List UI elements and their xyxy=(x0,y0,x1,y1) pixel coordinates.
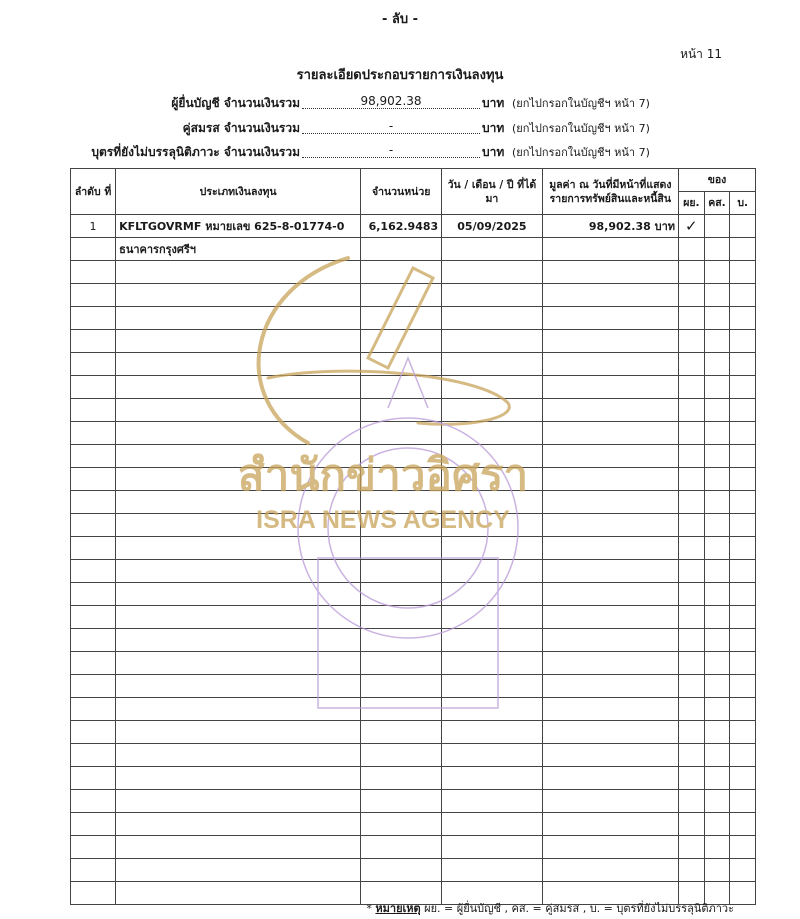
empty-cell xyxy=(71,698,116,721)
watermark-thai: สำนักข่าวอิศรา xyxy=(237,451,529,500)
empty-cell xyxy=(442,744,542,767)
summary-note: (ยกไปกรอกในบัญชีฯ หน้า 7) xyxy=(512,97,650,110)
summary-declarant xyxy=(0,94,800,114)
table-row xyxy=(71,859,756,882)
empty-cell xyxy=(361,261,442,284)
empty-cell xyxy=(679,330,705,353)
empty-cell xyxy=(542,514,678,537)
empty-cell xyxy=(361,813,442,836)
empty-cell xyxy=(361,514,442,537)
empty-cell xyxy=(704,629,730,652)
table-row xyxy=(71,698,756,721)
table-row xyxy=(71,445,756,468)
cell-child xyxy=(730,238,756,261)
empty-cell xyxy=(361,422,442,445)
empty-cell xyxy=(542,468,678,491)
empty-cell xyxy=(116,560,361,583)
empty-cell xyxy=(542,399,678,422)
empty-cell xyxy=(679,813,705,836)
empty-cell xyxy=(442,721,542,744)
empty-cell xyxy=(361,744,442,767)
empty-cell xyxy=(442,514,542,537)
table-row xyxy=(71,813,756,836)
empty-cell xyxy=(679,353,705,376)
empty-cell xyxy=(704,721,730,744)
empty-cell xyxy=(704,422,730,445)
table-row xyxy=(71,215,756,238)
empty-cell xyxy=(730,307,756,330)
empty-cell xyxy=(116,422,361,445)
cell-type: ธนาคารกรุงศรีฯ xyxy=(116,238,361,261)
empty-cell xyxy=(730,675,756,698)
cell-units xyxy=(361,238,442,261)
empty-cell xyxy=(442,261,542,284)
empty-cell xyxy=(116,652,361,675)
page-number: หน้า 11 xyxy=(680,47,722,61)
empty-cell xyxy=(542,813,678,836)
empty-cell xyxy=(704,491,730,514)
summary-unit: บาท xyxy=(482,145,505,159)
empty-cell xyxy=(704,514,730,537)
empty-cell xyxy=(679,445,705,468)
empty-cell xyxy=(704,468,730,491)
empty-cell xyxy=(71,882,116,905)
empty-cell xyxy=(116,468,361,491)
empty-cell xyxy=(679,698,705,721)
empty-cell xyxy=(116,790,361,813)
empty-cell xyxy=(442,399,542,422)
empty-cell xyxy=(361,698,442,721)
empty-cell xyxy=(704,744,730,767)
empty-cell xyxy=(704,330,730,353)
empty-cell xyxy=(704,399,730,422)
footnote: * หมายเหตุ ผย. = ผู้ยื่นบัญชี , คส. = คู่สมรส , บ. = บุตรที่ยังไม่บรรลุนิติภาวะ xyxy=(366,902,734,915)
header-owner-self: ผย. xyxy=(679,192,705,215)
empty-cell xyxy=(71,353,116,376)
empty-cell xyxy=(679,629,705,652)
summary-value: - xyxy=(302,143,480,158)
empty-cell xyxy=(730,353,756,376)
empty-cell xyxy=(442,330,542,353)
cell-units: 6,162.9483 xyxy=(361,215,442,238)
empty-cell xyxy=(730,468,756,491)
empty-cell xyxy=(730,859,756,882)
empty-cell xyxy=(704,376,730,399)
empty-cell xyxy=(361,284,442,307)
empty-cell xyxy=(542,261,678,284)
empty-cell xyxy=(71,307,116,330)
table-row xyxy=(71,629,756,652)
empty-cell xyxy=(71,514,116,537)
empty-cell xyxy=(679,560,705,583)
checkmark-icon: ✓ xyxy=(679,215,705,238)
empty-cell xyxy=(679,514,705,537)
empty-cell xyxy=(679,261,705,284)
empty-cell xyxy=(361,606,442,629)
watermark-english: ISRA NEWS AGENCY xyxy=(256,506,510,534)
empty-cell xyxy=(361,629,442,652)
empty-cell xyxy=(71,790,116,813)
summary-note: (ยกไปกรอกในบัญชีฯ หน้า 7) xyxy=(512,146,650,159)
footnote-label: หมายเหตุ xyxy=(375,902,421,915)
page-title: รายละเอียดประกอบรายการเงินลงทุน xyxy=(296,68,504,83)
empty-cell xyxy=(704,767,730,790)
empty-cell xyxy=(116,284,361,307)
summary-children xyxy=(0,143,800,163)
empty-cell xyxy=(542,445,678,468)
empty-cell xyxy=(361,491,442,514)
empty-cell xyxy=(442,836,542,859)
empty-cell xyxy=(542,721,678,744)
empty-cell xyxy=(679,675,705,698)
empty-cell xyxy=(71,629,116,652)
empty-cell xyxy=(730,376,756,399)
cell-spouse xyxy=(704,215,730,238)
empty-cell xyxy=(116,859,361,882)
empty-cell xyxy=(542,491,678,514)
table-row xyxy=(71,836,756,859)
table-row xyxy=(71,606,756,629)
empty-cell xyxy=(442,583,542,606)
table-row xyxy=(71,468,756,491)
table-row xyxy=(71,652,756,675)
empty-cell xyxy=(679,491,705,514)
empty-cell xyxy=(679,721,705,744)
empty-cell xyxy=(116,882,361,905)
empty-cell xyxy=(71,537,116,560)
empty-cell xyxy=(116,376,361,399)
empty-cell xyxy=(71,836,116,859)
summary-value: 98,902.38 xyxy=(302,94,480,109)
empty-cell xyxy=(704,261,730,284)
empty-cell xyxy=(442,698,542,721)
cell-type: KFLTGOVRMF หมายเลข 625-8-01774-0 xyxy=(116,215,361,238)
cell-value: 98,902.38 บาท xyxy=(542,215,678,238)
empty-cell xyxy=(442,422,542,445)
empty-cell xyxy=(361,537,442,560)
header-units: จำนวนหน่วย xyxy=(361,169,442,215)
empty-cell xyxy=(542,744,678,767)
summary-value: - xyxy=(302,119,480,134)
empty-cell xyxy=(679,468,705,491)
empty-cell xyxy=(730,836,756,859)
empty-cell xyxy=(542,698,678,721)
empty-cell xyxy=(71,491,116,514)
empty-cell xyxy=(542,606,678,629)
header-value: มูลค่า ณ วันที่มีหน้าที่แสดง รายการทรัพย์สินและหนี้สิน xyxy=(542,169,678,215)
table-row xyxy=(71,261,756,284)
empty-cell xyxy=(704,537,730,560)
empty-cell xyxy=(442,675,542,698)
empty-cell xyxy=(679,307,705,330)
empty-cell xyxy=(442,284,542,307)
empty-cell xyxy=(116,767,361,790)
empty-cell xyxy=(442,491,542,514)
empty-cell xyxy=(704,790,730,813)
empty-cell xyxy=(704,353,730,376)
empty-cell xyxy=(704,307,730,330)
empty-cell xyxy=(679,284,705,307)
empty-cell xyxy=(542,353,678,376)
empty-cell xyxy=(704,813,730,836)
empty-cell xyxy=(730,445,756,468)
empty-cell xyxy=(116,629,361,652)
empty-cell xyxy=(679,422,705,445)
empty-cell xyxy=(542,284,678,307)
empty-cell xyxy=(542,767,678,790)
empty-cell xyxy=(730,583,756,606)
investment-table xyxy=(70,168,756,905)
table-row xyxy=(71,491,756,514)
empty-cell xyxy=(704,836,730,859)
empty-cell xyxy=(542,560,678,583)
empty-cell xyxy=(361,330,442,353)
empty-cell xyxy=(730,652,756,675)
summary-spouse xyxy=(0,119,800,139)
empty-cell xyxy=(730,284,756,307)
cell-seq xyxy=(71,238,116,261)
empty-cell xyxy=(730,813,756,836)
empty-cell xyxy=(679,859,705,882)
empty-cell xyxy=(116,721,361,744)
empty-cell xyxy=(116,514,361,537)
empty-cell xyxy=(679,652,705,675)
empty-cell xyxy=(679,583,705,606)
empty-cell xyxy=(442,445,542,468)
empty-cell xyxy=(442,537,542,560)
empty-cell xyxy=(542,790,678,813)
empty-cell xyxy=(542,307,678,330)
empty-cell xyxy=(361,468,442,491)
empty-cell xyxy=(730,514,756,537)
table-row xyxy=(71,284,756,307)
empty-cell xyxy=(704,698,730,721)
empty-cell xyxy=(116,606,361,629)
empty-cell xyxy=(361,399,442,422)
empty-cell xyxy=(730,698,756,721)
empty-cell xyxy=(730,721,756,744)
empty-cell xyxy=(116,261,361,284)
empty-cell xyxy=(71,859,116,882)
empty-cell xyxy=(704,859,730,882)
table-row xyxy=(71,721,756,744)
empty-cell xyxy=(679,790,705,813)
empty-cell xyxy=(542,330,678,353)
empty-cell xyxy=(542,376,678,399)
empty-cell xyxy=(71,468,116,491)
empty-cell xyxy=(71,813,116,836)
empty-cell xyxy=(71,399,116,422)
empty-cell xyxy=(71,376,116,399)
cell-child xyxy=(730,215,756,238)
empty-cell xyxy=(730,790,756,813)
summary-label: บุตรที่ยังไม่บรรลุนิติภาวะ จำนวนเงินรวม xyxy=(91,145,300,159)
empty-cell xyxy=(679,767,705,790)
empty-cell xyxy=(542,537,678,560)
cell-date xyxy=(442,238,542,261)
empty-cell xyxy=(116,330,361,353)
empty-cell xyxy=(361,675,442,698)
empty-cell xyxy=(730,767,756,790)
empty-cell xyxy=(71,261,116,284)
empty-cell xyxy=(442,652,542,675)
empty-cell xyxy=(361,376,442,399)
empty-cell xyxy=(730,399,756,422)
empty-cell xyxy=(116,445,361,468)
empty-cell xyxy=(361,560,442,583)
footnote-text: ผย. = ผู้ยื่นบัญชี , คส. = คู่สมรส , บ. = บุตรที่ยังไม่บรรลุนิติภาวะ xyxy=(420,902,734,915)
empty-cell xyxy=(730,422,756,445)
empty-cell xyxy=(442,629,542,652)
empty-cell xyxy=(71,330,116,353)
empty-cell xyxy=(361,859,442,882)
empty-cell xyxy=(116,537,361,560)
table-row xyxy=(71,330,756,353)
table-row xyxy=(71,583,756,606)
empty-cell xyxy=(730,560,756,583)
table-row xyxy=(71,376,756,399)
empty-cell xyxy=(361,721,442,744)
empty-cell xyxy=(442,813,542,836)
empty-cell xyxy=(361,353,442,376)
empty-cell xyxy=(730,491,756,514)
empty-cell xyxy=(704,284,730,307)
empty-cell xyxy=(704,606,730,629)
empty-cell xyxy=(361,836,442,859)
empty-cell xyxy=(442,307,542,330)
empty-cell xyxy=(679,744,705,767)
empty-cell xyxy=(71,284,116,307)
empty-cell xyxy=(361,652,442,675)
summary-unit: บาท xyxy=(482,96,505,110)
table-row xyxy=(71,560,756,583)
summary-note: (ยกไปกรอกในบัญชีฯ หน้า 7) xyxy=(512,122,650,135)
empty-cell xyxy=(704,560,730,583)
table-row xyxy=(71,537,756,560)
empty-cell xyxy=(71,652,116,675)
empty-cell xyxy=(361,445,442,468)
header-type: ประเภทเงินลงทุน xyxy=(116,169,361,215)
cell-date: 05/09/2025 xyxy=(442,215,542,238)
summary-label: ผู้ยื่นบัญชี จำนวนเงินรวม xyxy=(171,96,300,110)
empty-cell xyxy=(361,307,442,330)
empty-cell xyxy=(542,675,678,698)
empty-cell xyxy=(71,606,116,629)
empty-cell xyxy=(542,583,678,606)
header-owner-child: บ. xyxy=(730,192,756,215)
header-owner: ของ xyxy=(679,169,756,192)
empty-cell xyxy=(730,261,756,284)
table-row xyxy=(71,238,756,261)
empty-cell xyxy=(542,629,678,652)
empty-cell xyxy=(71,744,116,767)
header-date: วัน / เดือน / ปี ที่ได้มา xyxy=(442,169,542,215)
empty-cell xyxy=(116,399,361,422)
empty-cell xyxy=(679,537,705,560)
empty-cell xyxy=(361,790,442,813)
empty-cell xyxy=(542,836,678,859)
empty-cell xyxy=(116,813,361,836)
empty-cell xyxy=(361,583,442,606)
table-row xyxy=(71,790,756,813)
empty-cell xyxy=(71,422,116,445)
table-row xyxy=(71,514,756,537)
empty-cell xyxy=(71,583,116,606)
empty-cell xyxy=(116,307,361,330)
cell-spouse xyxy=(704,238,730,261)
empty-cell xyxy=(704,652,730,675)
table-row xyxy=(71,353,756,376)
table-row xyxy=(71,675,756,698)
empty-cell xyxy=(116,698,361,721)
empty-cell xyxy=(71,560,116,583)
empty-cell xyxy=(71,767,116,790)
cell-seq: 1 xyxy=(71,215,116,238)
cell-value xyxy=(542,238,678,261)
summary-label: คู่สมรส จำนวนเงินรวม xyxy=(182,121,300,135)
empty-cell xyxy=(442,606,542,629)
empty-cell xyxy=(730,537,756,560)
empty-cell xyxy=(116,675,361,698)
empty-cell xyxy=(679,606,705,629)
empty-cell xyxy=(116,583,361,606)
empty-cell xyxy=(704,583,730,606)
empty-cell xyxy=(542,422,678,445)
empty-cell xyxy=(442,859,542,882)
empty-cell xyxy=(679,399,705,422)
empty-cell xyxy=(361,767,442,790)
empty-cell xyxy=(442,767,542,790)
empty-cell xyxy=(71,445,116,468)
empty-cell xyxy=(730,606,756,629)
empty-cell xyxy=(442,376,542,399)
table-row xyxy=(71,307,756,330)
empty-cell xyxy=(542,859,678,882)
empty-cell xyxy=(704,675,730,698)
empty-cell xyxy=(442,353,542,376)
empty-cell xyxy=(679,376,705,399)
empty-cell xyxy=(730,330,756,353)
table-row xyxy=(71,767,756,790)
confidential-mark: - ลับ - xyxy=(381,12,419,27)
empty-cell xyxy=(730,629,756,652)
header-owner-spouse: คส. xyxy=(704,192,730,215)
header-seq: ลำดับ ที่ xyxy=(71,169,116,215)
empty-cell xyxy=(679,836,705,859)
empty-cell xyxy=(116,491,361,514)
empty-cell xyxy=(116,836,361,859)
empty-cell xyxy=(542,652,678,675)
empty-cell xyxy=(442,790,542,813)
empty-cell xyxy=(442,468,542,491)
summary-unit: บาท xyxy=(482,121,505,135)
table-row xyxy=(71,744,756,767)
empty-cell xyxy=(730,744,756,767)
cell-self xyxy=(679,238,705,261)
empty-cell xyxy=(704,445,730,468)
empty-cell xyxy=(116,353,361,376)
empty-cell xyxy=(71,721,116,744)
empty-cell xyxy=(442,560,542,583)
table-row xyxy=(71,399,756,422)
empty-cell xyxy=(71,675,116,698)
empty-cell xyxy=(116,744,361,767)
table-row xyxy=(71,422,756,445)
